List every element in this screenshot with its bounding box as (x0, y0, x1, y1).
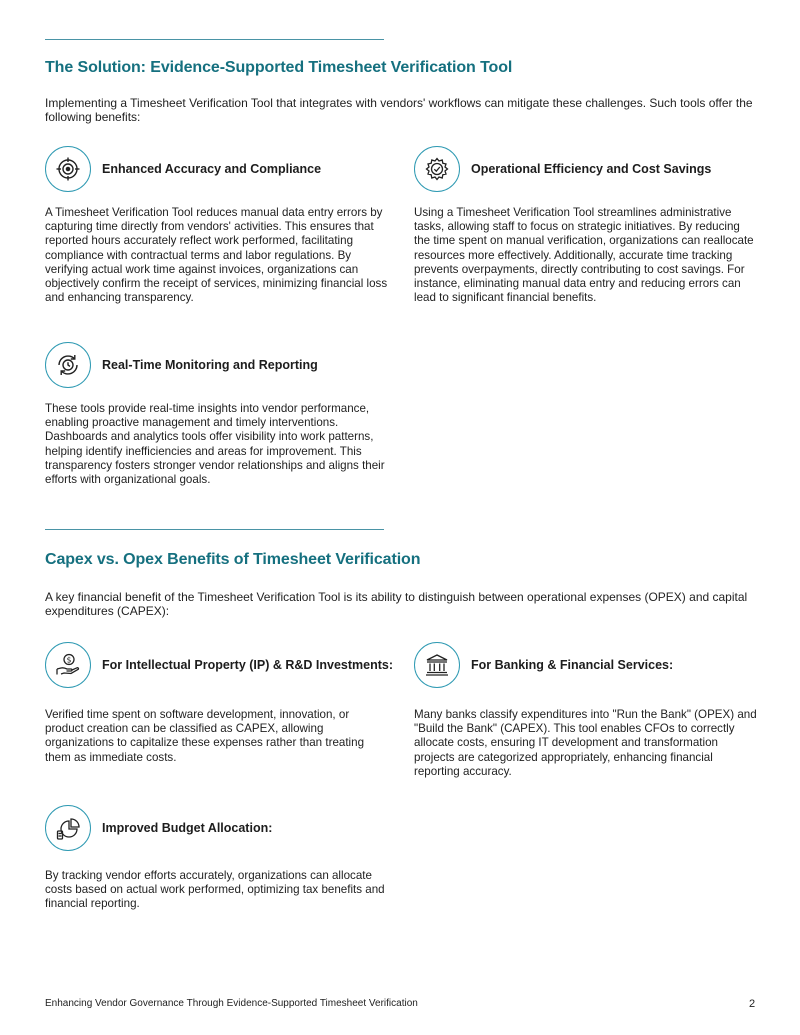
feature-accuracy-compliance (45, 144, 390, 305)
svg-text:$: $ (66, 655, 72, 665)
section-divider (45, 39, 384, 40)
feature-realtime-monitoring (45, 340, 390, 487)
feature-body: Many banks classify expenditures into "Run the Bank" (OPEX) and "Build the Bank" (CAPEX). This tool enables CFOs to correctly allocate costs, ensuring IT development and transformation projects are categorized appropriately, enhancing financial reporting accuracy. (414, 708, 757, 778)
feature-banking (414, 640, 759, 778)
section-intro: A key financial benefit of the Timesheet Verification Tool is its ability to distinguish between operational expenses (OPEX) and capital expenditures (CAPEX): (45, 590, 748, 618)
section-divider (45, 529, 384, 530)
footer-text: Enhancing Vendor Governance Through Evidence-Supported Timesheet Verification (45, 998, 418, 1009)
budget-chart-icon (45, 805, 91, 851)
feature-body: These tools provide real-time insights into vendor performance, enabling proactive management and timely interventions. Dashboards and analytics tools offer visibility into work patterns, helping identify inefficiencies and areas for improvement. This transparency fosters stronger vendor relationships and aligns their efforts with organizational goals. (45, 402, 385, 487)
feature-title: For Intellectual Property (IP) & R&D Investments: (102, 658, 394, 672)
feature-body: Using a Timesheet Verification Tool streamlines administrative tasks, allowing staff to focus on strategic initiatives. By reducing the time spent on manual verification, organizations can reallocate resources more effectively. Additionally, accurate time tracking prevents overpayments, directly contributing to cost savings. For instance, eliminating manual data entry and reducing errors can lead to significant financial benefits. (414, 206, 754, 305)
bank-icon (414, 642, 460, 688)
feature-title: For Banking & Financial Services: (471, 658, 674, 672)
target-icon (45, 146, 91, 192)
feature-title: Improved Budget Allocation: (102, 821, 273, 835)
section-title: Capex vs. Opex Benefits of Timesheet Verification (45, 551, 421, 568)
feature-body: Verified time spent on software development, innovation, or product creation can be classified as CAPEX, allowing organizations to capitalize these expenses rather than treating them as immediate costs. (45, 708, 365, 764)
page-number: 2 (749, 998, 756, 1010)
feature-title: Operational Efficiency and Cost Savings (471, 162, 712, 176)
feature-body: A Timesheet Verification Tool reduces manual data entry errors by capturing time directly from vendors' activities. This ensures that reported hours accurately reflect work performed, facilitating compliance with contractual terms and labor regulations. By verifying actual work time against invoices, organizations can objectively confirm the receipt of services, minimizing financial loss and enhancing transparency. (45, 206, 388, 305)
feature-efficiency-savings (414, 144, 759, 305)
feature-ip-rd (45, 640, 394, 764)
feature-budget-allocation (45, 803, 390, 911)
feature-body: By tracking vendor efforts accurately, organizations can allocate costs based on actual work performed, optimizing tax benefits and financial reporting. (45, 869, 385, 911)
gear-check-icon (414, 146, 460, 192)
section-title: The Solution: Evidence-Supported Timesheet Verification Tool (45, 59, 513, 76)
feature-title: Enhanced Accuracy and Compliance (102, 162, 322, 176)
hand-coin-icon (45, 642, 91, 688)
section-intro: Implementing a Timesheet Verification Tool that integrates with vendors' workflows can mitigate these challenges. Such tools offer the following benefits: (45, 96, 753, 124)
clock-refresh-icon (45, 342, 91, 388)
feature-title: Real-Time Monitoring and Reporting (102, 358, 318, 372)
